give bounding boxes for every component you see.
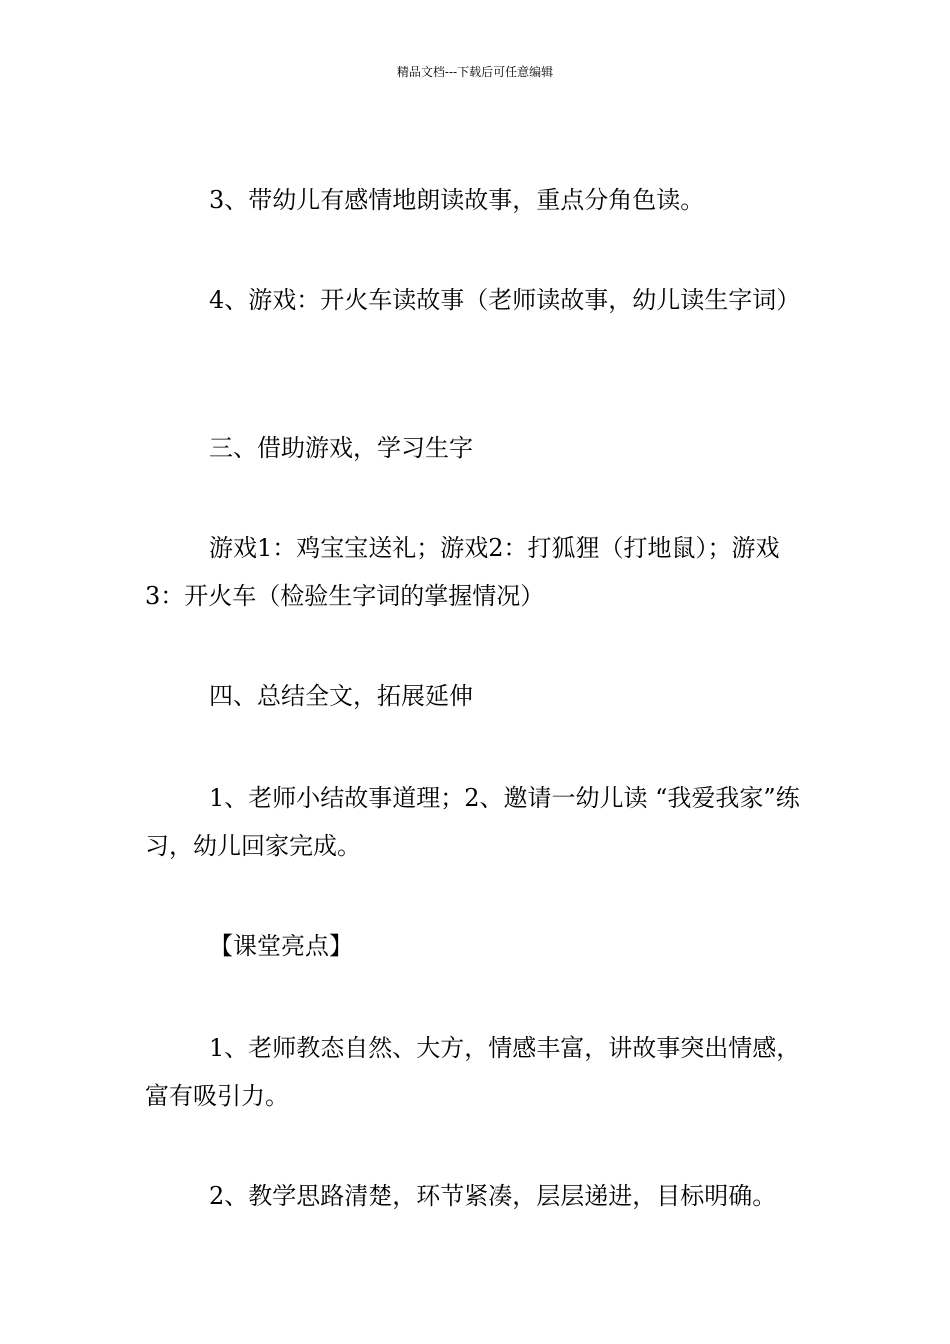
paragraph-highlight-2: 2、教学思路清楚，环节紧凑，层层递进，目标明确。 — [209, 1182, 777, 1210]
section-heading-highlights: 【课堂亮点】 — [209, 932, 353, 960]
section-heading-4: 四、总结全文，拓展延伸 — [209, 682, 473, 710]
paragraph-step-3: 3、带幼儿有感情地朗读故事，重点分角色读。 — [209, 186, 705, 214]
paragraph-step-4: 4、游戏：开火车读故事（老师读故事，幼儿读生字词） — [209, 286, 801, 314]
paragraph-games: 游戏1：鸡宝宝送礼；游戏2：打狐狸（打地鼠）；游戏3：开火车（检验生字词的掌握情况） — [145, 534, 780, 610]
page-header: 精品文档---下载后可任意编辑 — [396, 65, 554, 79]
section-heading-3: 三、借助游戏，学习生字 — [209, 434, 473, 462]
paragraph-highlight-1: 1、老师教态自然、大方，情感丰富，讲故事突出情感，富有吸引力。 — [145, 1034, 801, 1110]
paragraph-summary: 1、老师小结故事道理；2、邀请一幼儿读 “我爱我家”练习，幼儿回家完成。 — [145, 784, 800, 860]
